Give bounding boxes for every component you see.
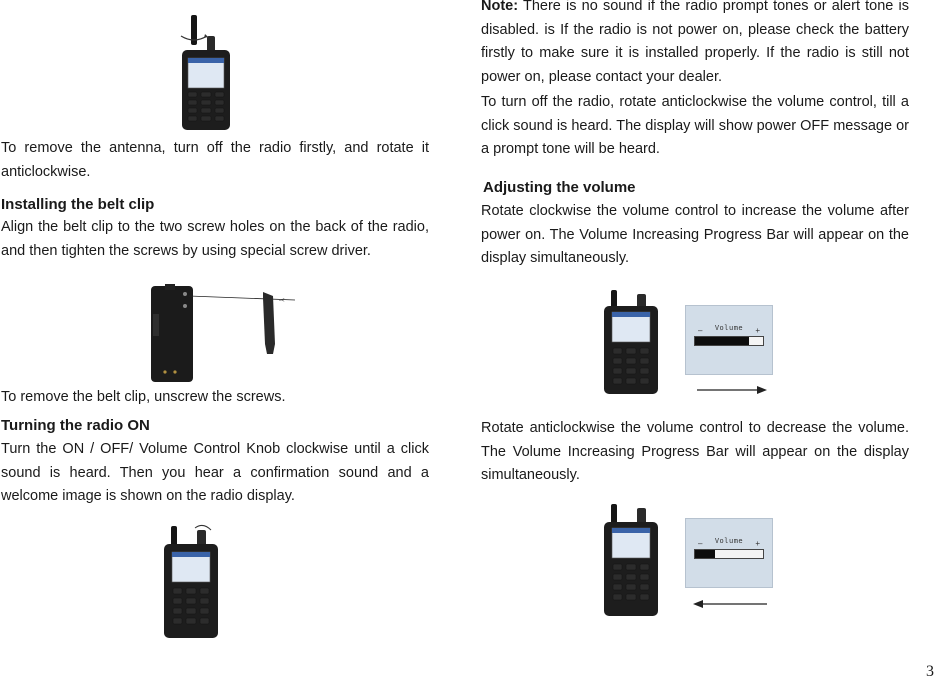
turn-off-text: To turn off the radio, rotate anticlockwise the volume control, till a click sound is heard. The display will show power OFF message or a prompt tone will be heard.	[481, 94, 909, 157]
radio-volume-up-icon	[601, 288, 663, 396]
note-label: Note:	[481, 0, 519, 14]
volume-plus-label: +	[755, 326, 760, 335]
volume-lcd-label: Volume	[714, 324, 744, 332]
volume-lcd-increase	[685, 305, 773, 375]
svg-text:-<: -<	[279, 298, 285, 304]
volume-decrease-text: Rotate anticlockwise the volume control to decrease the volume. The Volume Increasing Progress Bar will appear on the display simultaneously.	[481, 420, 909, 483]
arrow-left-icon	[689, 597, 769, 611]
volume-progress-bar-increase	[694, 336, 764, 346]
heading-belt-clip: Installing the belt clip	[1, 196, 155, 213]
belt-clip-install-text: Align the belt clip to the two screw holes on the back of the radio, and then tighten the screws by using special screw driver.	[1, 219, 429, 259]
volume-minus-label: –	[698, 326, 703, 335]
radio-volume-down-icon	[601, 502, 663, 618]
volume-progress-bar-decrease	[694, 549, 764, 559]
radio-power-on-icon	[161, 524, 223, 640]
heading-turning-on: Turning the radio ON	[1, 417, 150, 434]
antenna-removal-text: To remove the antenna, turn off the radio firstly, and rotate it anticlockwise.	[1, 140, 429, 180]
turning-on-text: Turn the ON / OFF/ Volume Control Knob clockwise until a click sound is heard. Then you hear a confirmation sound and a welcome image is shown on the radio display.	[1, 441, 429, 504]
belt-clip-icon	[145, 284, 305, 384]
arrow-right-icon	[695, 383, 771, 397]
belt-clip-remove-text: To remove the belt clip, unscrew the screws.	[1, 389, 286, 405]
volume-lcd-decrease	[685, 518, 773, 588]
note-paragraph	[481, 0, 909, 89]
volume-increase-text: Rotate clockwise the volume control to increase the volume after power on. The Volume Increasing Progress Bar will appear on the display simultaneously.	[481, 203, 909, 266]
volume-progress-fill-increase	[695, 337, 749, 345]
note-text: There is no sound if the radio prompt tones or alert tone is disabled. is If the radio is not power on, please check the battery firstly to make sure it is installed properly. If the radio is still not power on, please contact your dealer.	[481, 0, 909, 85]
volume-lcd-label: Volume	[714, 537, 744, 545]
volume-progress-fill-decrease	[695, 550, 715, 558]
volume-plus-label: +	[755, 539, 760, 548]
heading-adjusting-volume: Adjusting the volume	[483, 179, 636, 196]
radio-antenna-rotate-icon	[177, 14, 237, 132]
page-number: 3	[926, 663, 934, 680]
volume-minus-label: –	[698, 539, 703, 548]
